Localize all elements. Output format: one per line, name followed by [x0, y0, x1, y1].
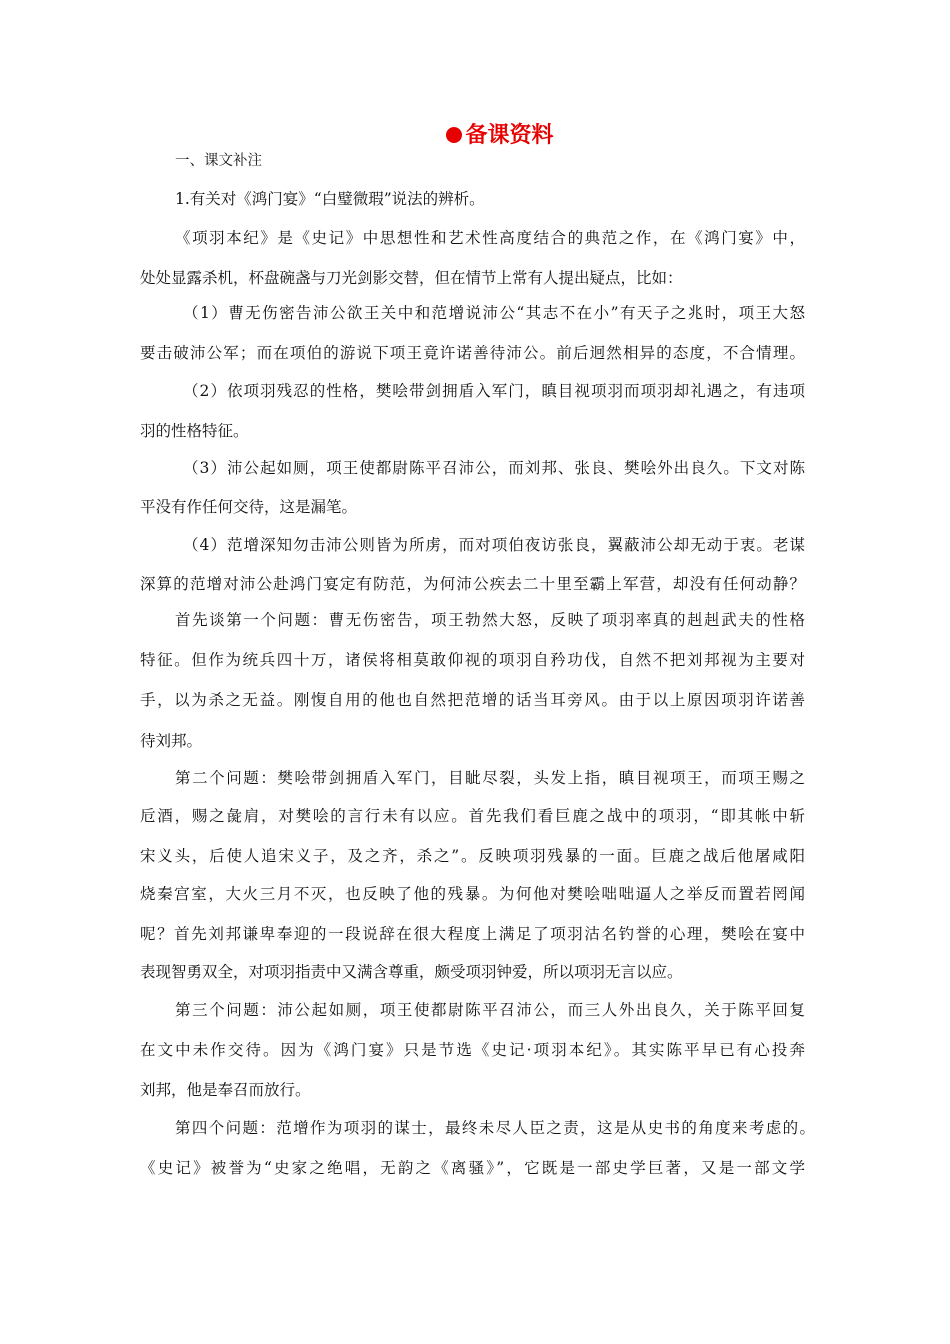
body-line: 处处显露杀机，杯盘碗盏与刀光剑影交替，但在情节上常有人提出疑点，比如：	[140, 269, 683, 287]
body-line: 烧秦宫室，大火三月不灭，也反映了他的残暴。为何他对樊哙咄咄逼人之举反而置若罔闻	[140, 885, 805, 903]
body-line: 平没有作任何交待，这是漏笔。	[140, 498, 358, 516]
page-title	[0, 121, 950, 151]
body-line: 深算的范增对沛公赴鸿门宴定有防范，为何沛公疾去二十里至霸上军营，却没有任何动静？	[140, 575, 805, 593]
bullet-dot-icon	[446, 127, 462, 143]
body-line: 首先谈第一个问题：曹无伤密告，项王勃然大怒，反映了项羽率真的赳赳武夫的性格	[175, 611, 805, 629]
body-line: 《项羽本纪》是《史记》中思想性和艺术性高度结合的典范之作，在《鸿门宴》中，	[175, 229, 805, 247]
body-line: 卮酒，赐之彘肩，对樊哙的言行未有以应。首先我们看巨鹿之战中的项羽，“即其帐中斩	[140, 807, 805, 825]
body-line: 宋义头，后使人追宋义子，及之齐，杀之”。反映项羽残暴的一面。巨鹿之战后他屠咸阳	[140, 847, 805, 865]
body-line: 要击破沛公军；而在项伯的游说下项王竟许诺善待沛公。前后迥然相异的态度，不合情理。	[140, 344, 805, 362]
body-line: 特征。但作为统兵四十万，诸侯将相莫敢仰视的项羽自矜功伐，自然不把刘邦视为主要对	[140, 651, 805, 669]
title-text: 备课资料	[465, 123, 554, 148]
body-line: 在文中未作交待。因为《鸿门宴》只是节选《史记·项羽本纪》。其实陈平早已有心投奔	[140, 1041, 805, 1059]
section-heading: 一、课文补注	[175, 153, 262, 169]
body-line: （3）沛公起如厕，项王使都尉陈平召沛公，而刘邦、张良、樊哙外出良久。下文对陈	[183, 459, 805, 477]
body-line: （4）范增深知勿击沛公则皆为所虏，而对项伯夜访张良，翼蔽沛公却无动于衷。老谋	[183, 536, 805, 554]
body-line: 待刘邦。	[140, 732, 203, 750]
body-line: 第二个问题：樊哙带剑拥盾入军门，目眦尽裂，头发上指，瞋目视项王，而项王赐之	[175, 769, 805, 787]
body-line: （1）曹无伤密告沛公欲王关中和范增说沛公“其志不在小”有天子之兆时，项王大怒	[183, 304, 805, 322]
body-line: 羽的性格特征。	[140, 422, 249, 440]
body-line: 《史记》被誉为“史家之绝唱，无韵之《离骚》”，它既是一部史学巨著，又是一部文学	[140, 1159, 805, 1177]
body-line: 呢？首先刘邦谦卑奉迎的一段说辞在很大程度上满足了项羽沽名钓誉的心理，樊哙在宴中	[140, 925, 805, 943]
body-line: （2）依项羽残忍的性格，樊哙带剑拥盾入军门，瞋目视项羽而项羽却礼遇之，有违项	[183, 382, 805, 400]
body-line: 手，以为杀之无益。刚愎自用的他也自然把范增的话当耳旁风。由于以上原因项羽许诺善	[140, 691, 805, 709]
body-line: 表现智勇双全，对项羽指责中又满含尊重，颇受项羽钟爱，所以项羽无言以应。	[140, 963, 683, 981]
body-line: 第三个问题：沛公起如厕，项王使都尉陈平召沛公，而三人外出良久，关于陈平回复	[175, 1001, 805, 1019]
subheading: 1.有关对《鸿门宴》“白璧微瑕”说法的辨析。	[175, 190, 485, 208]
body-line: 第四个问题：范增作为项羽的谋士，最终未尽人臣之责，这是从史书的角度来考虑的。	[175, 1119, 815, 1137]
body-line: 刘邦，他是奉召而放行。	[140, 1081, 311, 1099]
